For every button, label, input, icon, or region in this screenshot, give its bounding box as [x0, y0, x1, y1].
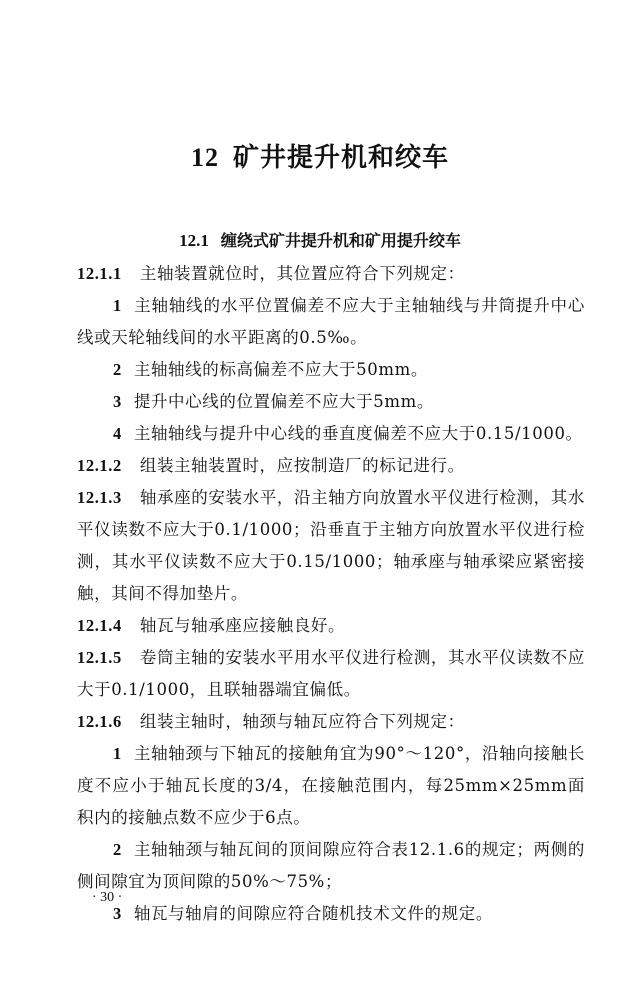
clause-text: 组装主轴时，轴颈与轴瓦应符合下列规定： [139, 712, 465, 731]
item-text: 主轴轴线的标高偏差不应大于50mm。 [133, 360, 428, 379]
section-number: 12.1 [179, 231, 209, 250]
list-item [77, 290, 585, 354]
item-text: 主轴轴线的水平位置偏差不应大于主轴轴线与井筒提升中心线或天轮轴线间的水平距离的0.5‰。 [77, 296, 585, 347]
item-number: 4 [113, 424, 122, 443]
clause-number: 12.1.5 [77, 648, 122, 667]
clause-12-1-5 [77, 642, 585, 706]
clause-number: 12.1.3 [77, 488, 122, 507]
clause-text: 轴承座的安装水平，沿主轴方向放置水平仪进行检测，其水平仪读数不应大于0.1/1000；沿垂直于主轴方向放置水平仪进行检测，其水平仪读数不应大于0.15/1000；轴承座与轴承梁应紧密接触，其间不得加垫片。 [77, 488, 585, 603]
item-text: 主轴轴颈与下轴瓦的接触角宜为90°～120°，沿轴向接触长度不应小于轴瓦长度的3/4，在接触范围内，每25mm×25mm面积内的接触点数不应少于6点。 [77, 744, 585, 827]
list-item [77, 738, 585, 834]
item-text: 轴瓦与轴肩的间隙应符合随机技术文件的规定。 [133, 904, 493, 923]
clause-number: 12.1.2 [77, 456, 122, 475]
clause-text: 卷筒主轴的安装水平用水平仪进行检测，其水平仪读数不应大于0.1/1000，且联轴器端宜偏低。 [77, 648, 585, 699]
list-item [77, 418, 585, 450]
clause-12-1-6 [77, 706, 585, 738]
clause-number: 12.1.4 [77, 616, 122, 635]
clause-text: 组装主轴装置时，应按制造厂的标记进行。 [139, 456, 465, 475]
clause-12-1-3 [77, 482, 585, 610]
clause-text: 轴瓦与轴承座应接触良好。 [139, 616, 346, 635]
chapter-title: 矿井提升机和绞车 [232, 143, 449, 173]
clause-number: 12.1.6 [77, 712, 122, 731]
item-text: 主轴轴线与提升中心线的垂直度偏差不应大于0.15/1000。 [133, 424, 583, 443]
list-item [77, 386, 585, 418]
item-text: 提升中心线的位置偏差不应大于5mm。 [133, 392, 434, 411]
chapter-number: 12 [190, 143, 219, 172]
page-number: · 30 · [92, 890, 123, 905]
section-heading [0, 228, 640, 251]
item-number: 3 [113, 904, 122, 923]
clause-12-1-2 [77, 450, 585, 482]
list-item [77, 898, 585, 930]
section-title: 缠绕式矿井提升机和矿用提升绞车 [220, 231, 461, 250]
clause-12-1-1 [77, 258, 585, 290]
list-item [77, 354, 585, 386]
clause-text: 主轴装置就位时，其位置应符合下列规定： [139, 264, 465, 283]
item-number: 1 [113, 296, 122, 315]
body-text [77, 258, 585, 930]
clause-number: 12.1.1 [77, 264, 122, 283]
item-number: 1 [113, 744, 122, 763]
item-number: 2 [113, 840, 122, 859]
chapter-heading [0, 137, 640, 174]
clause-12-1-4 [77, 610, 585, 642]
item-text: 主轴轴颈与轴瓦间的顶间隙应符合表12.1.6的规定；两侧的侧间隙宜为顶间隙的50%～75%； [77, 840, 585, 891]
item-number: 3 [113, 392, 122, 411]
item-number: 2 [113, 360, 122, 379]
list-item [77, 834, 585, 898]
